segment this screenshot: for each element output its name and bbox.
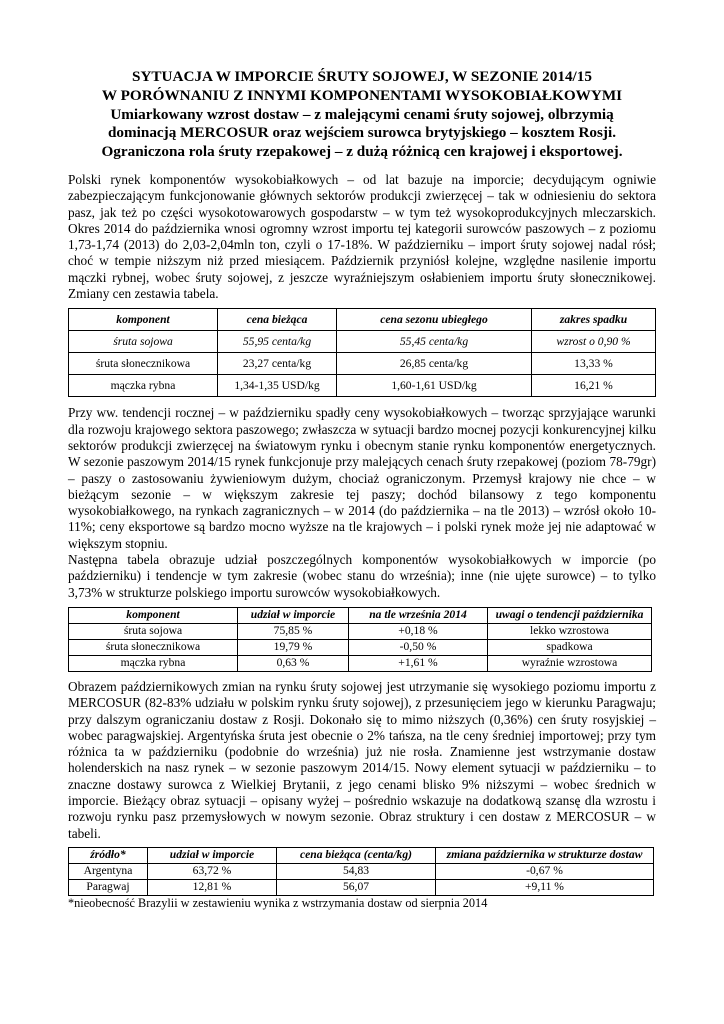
table-cell: śruta słonecznikowa [69, 353, 218, 375]
table-header-cell: cena sezonu ubiegłego [337, 309, 532, 331]
table-cell: śruta sojowa [69, 623, 238, 639]
footnote: *nieobecność Brazylii w zestawieniu wynika z wstrzymania dostaw od sierpnia 2014 [68, 895, 488, 910]
paragraph-tendency: Przy ww. tendencji rocznej – w październiku spadły ceny wysokobiałkowych – tworząc sprzyjające warunki dla rozwoju krajowego sektora paszowego; zwłaszcza w sytuacji bardzo mocnej pozycji konkurencyjnej kilku sektorów produkcji zwierzęcej na światowym rynku i obecnym stanie rynku komponentów energetycznych. W sezonie paszowym 2014/15 rynek funkcjonuje przy malejących cenach śruty rzepakowej (poziom 78-79gr) – paszy o zastosowaniu żywieniowym dużym, chociaż ograniczonym. Przemysł krajowy nie chce – w bieżącym sezonie – w większym zakresie tej paszy; dochód bilansowy z tego komponentu wysokobiałkowego, na rynkach zagranicznych – w 2014 (do października – na tle 2013) – wzrósł około 10-11%; ceny eksportowe są bardzo mocno wyższe na tle krajowych – i polski rynek może jej nie adaptować w większym stopniu. [68, 405, 656, 551]
table-header-cell: udział w imporcie [238, 607, 349, 623]
table-cell: 56,07 [277, 879, 436, 895]
table-header-cell: uwagi o tendencji października [488, 607, 652, 623]
table-cell: spadkowa [488, 639, 652, 655]
document-title [68, 68, 656, 162]
table-cell: 55,45 centa/kg [337, 331, 532, 353]
table-cell: wyraźnie wzrostowa [488, 655, 652, 671]
table-row [69, 863, 654, 879]
table-row [69, 331, 656, 353]
table-cell: mączka rybna [69, 375, 218, 397]
table-cell: śruta słonecznikowa [69, 639, 238, 655]
table-header-cell: zmiana października w strukturze dostaw [436, 847, 654, 863]
document-page [68, 68, 656, 911]
table-row [69, 623, 652, 639]
table-cell: 75,85 % [238, 623, 349, 639]
price-table [68, 308, 656, 397]
table-cell: 1,34-1,35 USD/kg [218, 375, 337, 397]
table-header-row [69, 847, 654, 863]
mercosur-table [68, 847, 654, 896]
table-cell: 13,33 % [532, 353, 656, 375]
table-header-cell: źródło* [69, 847, 148, 863]
table-cell: -0,50 % [349, 639, 488, 655]
title-line-5: Ograniczona rola śruty rzepakowej – z dużą różnicą cen krajowej i eksportowej. [101, 143, 623, 161]
table-row [69, 375, 656, 397]
title-line-3: Umiarkowany wzrost dostaw – z malejącymi cenami śruty sojowej, olbrzymią [110, 105, 614, 123]
table-row [69, 353, 656, 375]
table-header-cell: cena bieżąca (centa/kg) [277, 847, 436, 863]
table-header-cell: zakres spadku [532, 309, 656, 331]
table-cell: 0,63 % [238, 655, 349, 671]
table-cell: 63,72 % [148, 863, 277, 879]
paragraph-shares-intro: Następna tabela obrazuje udział poszczególnych komponentów wysokobiałkowych w imporcie (po październiku) i tendencje w tym zakresie (wobec stanu do września); inne (nie ujęte surowce) – to tylko 3,73% w strukturze polskiego importu surowców wysokobiałkowych. [68, 552, 656, 600]
table-row [69, 639, 652, 655]
table-cell: lekko wzrostowa [488, 623, 652, 639]
table-cell: wzrost o 0,90 % [532, 331, 656, 353]
table-cell: 55,95 centa/kg [218, 331, 337, 353]
paragraph-intro: Polski rynek komponentów wysokobiałkowych – od lat bazuje na imporcie; decydującym ogniwie zabezpieczającym funkcjonowanie głównych sektorów produkcji zwierzęcej – tak w odniesieniu do sektora pasz, jak też po części wysokotowarowych gospodarstw – w tym też wysokoprodukcyjnych mleczarskich. Okres 2014 do października wnosi ogromny wzrost importu tej kategorii surowców paszowych – z poziomu 1,73-1,74 (2013) do 2,03-2,04mln ton, czyli o 17-18%. W październiku – import śruty sojowej nadal rósł; choć w tempie niższym niż przed miesiącem. Październik przyniósł kolejne, względne nasilenie importu mączki rybnej, wobec śruty sojowej, z jeszcze wyraźniejszym osłabieniem importu śruty słonecznikowej. Zmiany cen zestawia tabela. [68, 171, 656, 302]
table-cell: 16,21 % [532, 375, 656, 397]
table-cell: +9,11 % [436, 879, 654, 895]
table-header-cell: na tle września 2014 [349, 607, 488, 623]
title-line-1: SYTUACJA W IMPORCIE ŚRUTY SOJOWEJ, W SEZONIE 2014/15 [132, 68, 592, 85]
table-cell: 26,85 centa/kg [337, 353, 532, 375]
paragraph-mercosur: Obrazem październikowych zmian na rynku śruty sojowej jest utrzymanie się wysokiego poziomu importu z MERCOSUR (82-83% udziału w polskim rynku śruty sojowej), z przesunięciem jego w kierunku Paragwaju; przy dalszym ograniczaniu dostaw z Rosji. Dokonało się to mimo niższych (0,36%) cen śruty rosyjskiej – wobec paragwajskiej. Argentyńska śruta jest obecnie o 2% tańsza, na tle ceny średniej importowej; przy tym różnica ta w październiku (podobnie do września) już nie rosła. Znamienne jest wstrzymanie dostaw holenderskich na nasz rynek – w sezonie paszowym 2014/15. Nowy element sytuacji w październiku – to znaczne dostawy surowca z Wielkiej Brytanii, z jego cenami blisko 9% niższymi – wobec średnich w imporcie. Bieżący obraz sytuacji – opisany wyżej – pośrednio wskazuje na dodatkową szansę dla wzrostu i rozwoju rynku pasz przemysłowych w nowym sezonie. Obraz struktury i cen dostaw z MERCOSUR – w tabeli. [68, 678, 656, 841]
table-cell: 19,79 % [238, 639, 349, 655]
table-cell: 12,81 % [148, 879, 277, 895]
table-cell: Argentyna [69, 863, 148, 879]
table-cell: +0,18 % [349, 623, 488, 639]
table-header-cell: komponent [69, 309, 218, 331]
table-header-row [69, 607, 652, 623]
table-cell: +1,61 % [349, 655, 488, 671]
table-header-row [69, 309, 656, 331]
title-line-4: dominacją MERCOSUR oraz wejściem surowca brytyjskiego – kosztem Rosji. [107, 124, 616, 142]
table-cell: śruta sojowa [69, 331, 218, 353]
table-cell: 1,60-1,61 USD/kg [337, 375, 532, 397]
table-cell: Paragwaj [69, 879, 148, 895]
table-row [69, 655, 652, 671]
table-cell: 54,83 [277, 863, 436, 879]
table-cell: -0,67 % [436, 863, 654, 879]
table-header-cell: udział w imporcie [148, 847, 277, 863]
table-header-cell: cena bieżąca [218, 309, 337, 331]
title-line-2: W PORÓWNANIU Z INNYMI KOMPONENTAMI WYSOKOBIAŁKOWYMI [101, 86, 623, 104]
shares-table [68, 607, 652, 672]
table-header-cell: komponent [69, 607, 238, 623]
table-cell: mączka rybna [69, 655, 238, 671]
table-row [69, 879, 654, 895]
table-cell: 23,27 centa/kg [218, 353, 337, 375]
